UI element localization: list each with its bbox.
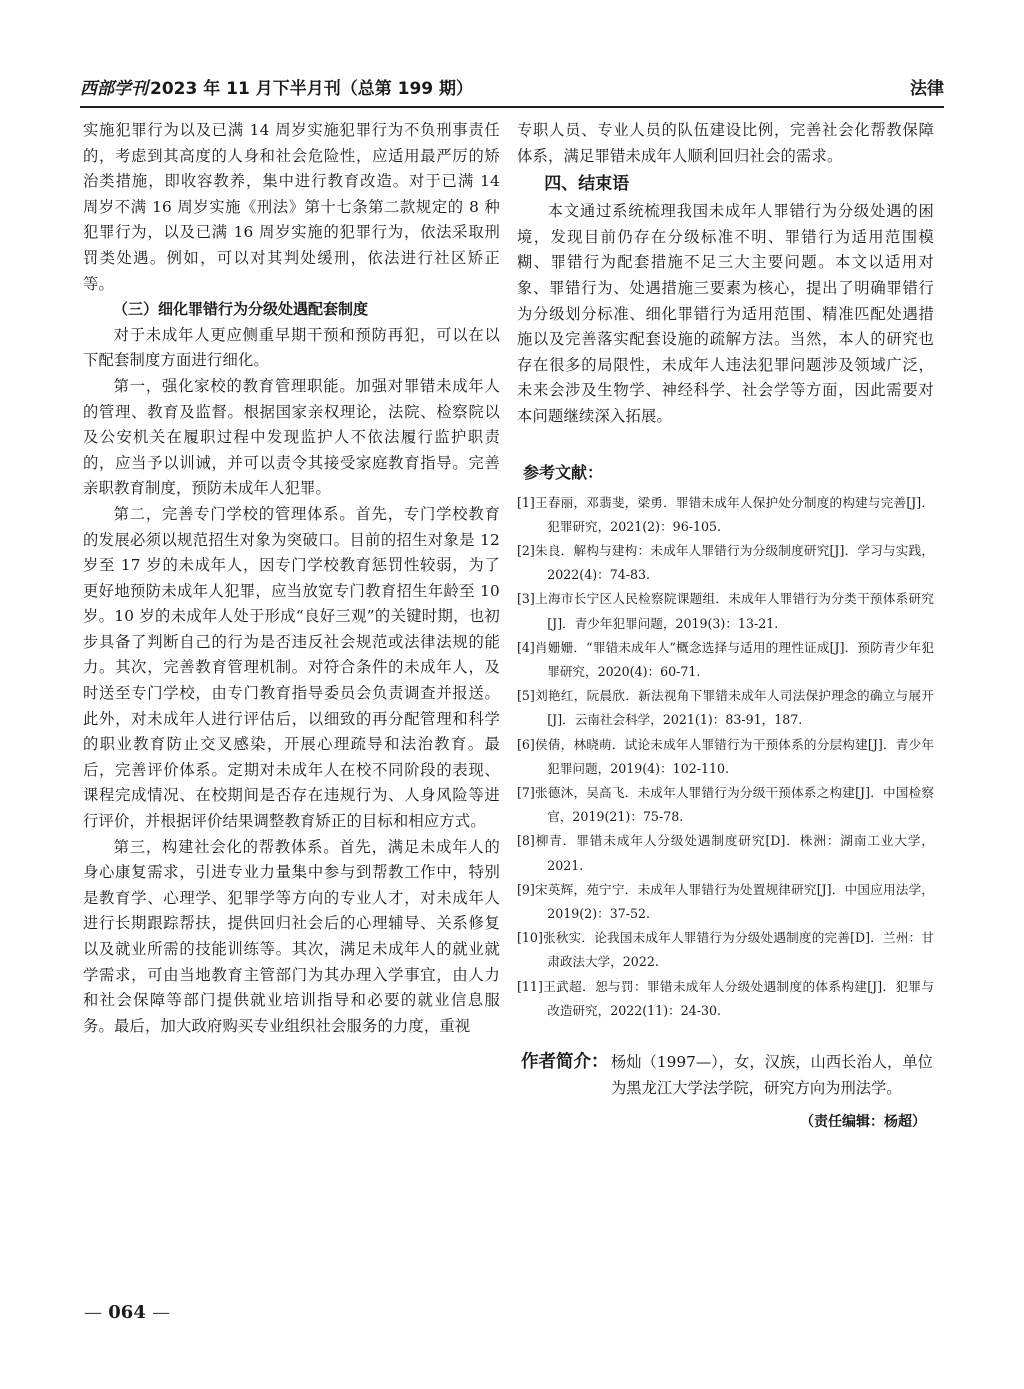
subsection-heading: （三）细化罪错行为分级处遇配套制度 — [113, 300, 369, 319]
paragraph: 对于未成年人更应侧重早期干预和预防再犯，可以在以下配套制度方面进行细化。 — [83, 325, 500, 370]
journal-logo: 西部学刊 — [80, 79, 148, 99]
reference-item: [3]上海市长宁区人民检察院课题组．未成年人罪错行为分类干预体系研究[J]．青少年犯罪问题，2019(3)：13-21. — [517, 591, 934, 631]
reference-item: [6]侯倩，林晓萌．试论未成年人罪错行为干预体系的分层构建[J]．青少年犯罪问题，2019(4)：102-110. — [517, 736, 934, 776]
reference-item: [1]王春丽，邓翡斐，梁勇．罪错未成年人保护处分制度的构建与完善[J]．犯罪研究，2021(2)：96-105. — [517, 494, 934, 534]
section-label: 法律 — [910, 79, 944, 99]
page-number-footer — [84, 1302, 170, 1323]
author-bio — [517, 1049, 934, 1101]
reference-item: [5]刘艳红，阮晨欣．新法视角下罪错未成年人司法保护理念的确立与展开[J]．云南社会科学，2021(1)：83-91，187. — [517, 688, 934, 728]
reference-item: [9]宋英辉，苑宁宁．未成年人罪错行为处置规律研究[J]．中国应用法学，2019(2)：37-52. — [517, 881, 934, 921]
paragraph-continued: 实施犯罪行为以及已满 14 周岁实施犯罪行为不负刑事责任的，考虑到其高度的人身和社会危险性，应适用最严厉的矫治类措施，即收容教养，集中进行教育改造。对于已满 14 周岁不满 16 周岁实施《刑法》第十七条第二款规定的 8 种犯罪行为，以及已满 16 周岁实施的犯罪行为，依法采取刑罚类处遇。例如，可以对其判处缓刑，依法进行社区矫正等。 — [83, 121, 500, 293]
paragraph-continued: 专职人员、专业人员的队伍建设比例，完善社会化帮教保障体系，满足罪错未成年人顺利回归社会的需求。 — [517, 121, 934, 165]
reference-item: [2]朱良．解构与建构：未成年人罪错行为分级制度研究[J]．学习与实践，2022(4)：74-83. — [517, 542, 934, 583]
conclusion-paragraph: 本文通过系统梳理我国未成年人罪错行为分级处遇的困境，发现目前仍存在分级标准不明、罪错行为适用范围模糊、罪错行为配套措施不足三大主要问题。本文以适用对象、罪错行为、处遇措施三要素为核心，提出了明确罪错行为分级划分标准、细化罪错行为适用范围、精准匹配处遇措施以及完善落实配套设施的疏解方法。当然，本人的研究也存在很多的局限性，未成年人违法犯罪问题涉及领域广泛，未来会涉及生物学、神经科学、社会学等方面，因此需要对本问题继续深入拓展。 — [517, 202, 934, 425]
author-bio-text: 杨灿（1997—），女，汉族，山西长治人，单位为黑龙江大学法学院，研究方向为刑法学。 — [611, 1053, 933, 1097]
right-column — [517, 118, 934, 1131]
reference-list — [517, 491, 934, 1023]
reference-item: [4]肖姗姗．“罪错未成年人”概念选择与适用的理性证成[J]．预防青少年犯罪研究，2020(4)：60-71. — [517, 639, 934, 679]
author-bio-label: 作者简介： — [521, 1052, 609, 1072]
paragraph: 第一，强化家校的教育管理职能。加强对罪错未成年人的管理、教育及监督。根据国家亲权理论，法院、检察院以及公安机关在履职过程中发现监护人不依法履行监护职责的，应当予以训诫，并可以责令其接受家庭教育指导。完善亲职教育制度，预防未成年人犯罪。 — [83, 376, 500, 498]
left-column — [83, 118, 500, 1039]
page-header — [80, 70, 944, 108]
reference-item: [10]张秋实．论我国未成年人罪错行为分级处遇制度的完善[D]．兰州：甘肃政法大学，2022. — [517, 930, 934, 970]
reference-item: [11]王武超．恕与罚：罪错未成年人分级处遇制度的体系构建[J]．犯罪与改造研究，2022(11)：24-30. — [517, 978, 934, 1018]
section-heading: 四、结束语 — [544, 174, 630, 195]
footer-dash-right: — — [152, 1302, 171, 1323]
reference-item: [8]柳青．罪错未成年人分级处遇制度研究[D]．株洲：湖南工业大学，2021. — [517, 833, 934, 873]
responsible-editor: （责任编辑：杨超） — [800, 1114, 926, 1130]
issue-text: 2023 年 11 月下半月刊（总第 199 期） — [150, 79, 474, 99]
reference-item: [7]张德沐，吴高飞．未成年人罪错行为分级干预体系之构建[J]．中国检察官，2019(21)：75-78. — [517, 784, 934, 825]
journal-issue — [80, 74, 473, 99]
references-heading: 参考文献： — [523, 462, 604, 482]
paragraph: 第二，完善专门学校的管理体系。首先，专门学校教育的发展必须以规范招生对象为突破口。目前的招生对象是 12 岁至 17 岁的未成年人，因专门学校教育惩罚性较弱，为了更好地预防未成年人犯罪，应当放宽专门教育招生年龄至 10 岁。10 岁的未成年人处于形成“良好三观”的关键时期，也初步具备了判断自己的行为是否违反社会规范或法律法规的能力。其次，完善教育管理机制。对符合条件的未成年人，及时送至专门学校，由专门教育指导委员会负责调查并报送。此外，对未成年人进行评估后，以细致的再分配管理和科学的职业教育防止交叉感染，开展心理疏导和法治教育。最后，完善评价体系。定期对未成年人在校不同阶段的表现、课程完成情况、在校期间是否存在违规行为、人身风险等进行评价，并根据评价结果调整教育矫正的目标和相应方式。 — [83, 504, 500, 831]
footer-dash-left: — — [84, 1302, 102, 1323]
paragraph: 第三，构建社会化的帮教体系。首先，满足未成年人的身心康复需求，引进专业力量集中参与到帮教工作中，特别是教育学、心理学、犯罪学等方向的专业人才，对未成年人进行长期跟踪帮扶，提供回归社会后的心理辅导、关系修复以及就业所需的技能训练等。其次，满足未成年人的就业就学需求，可由当地教育主管部门为其办理入学事宜，由人力和社会保障等部门提供就业培训指导和必要的就业信息服务。最后，加大政府购买专业组织社会服务的力度，重视 — [83, 837, 500, 1035]
page-number: 064 — [108, 1302, 146, 1323]
